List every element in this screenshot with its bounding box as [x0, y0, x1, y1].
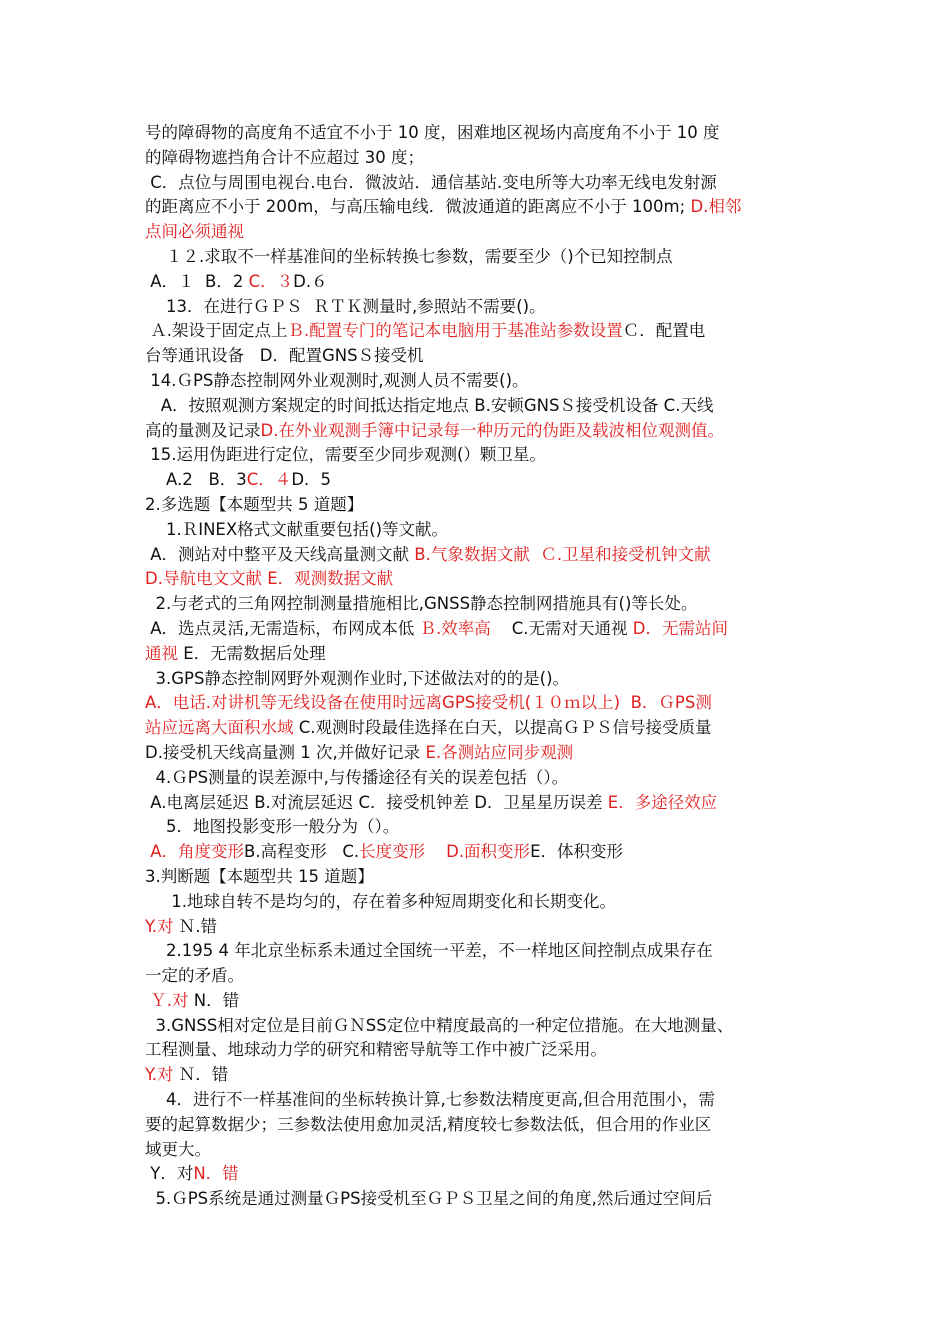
body-text: 14.ＧPS静态控制网外业观测时,观测人员不需要()。: [145, 370, 529, 390]
body-text: 5．地图投影变形一般分为（）。: [145, 817, 400, 837]
answer-text: 站应远离大面积水域: [145, 718, 294, 738]
text-line: [145, 1088, 825, 1113]
answer-text: B.气象数据文献 Ｃ.卫星和接受机钟文献: [414, 544, 711, 564]
text-line: [145, 691, 825, 716]
text-line: [145, 468, 825, 493]
body-text: A．测站对中整平及天线高量测文献: [145, 544, 415, 564]
answer-text: 长度变形: [359, 842, 426, 862]
answer-text: D．无需站间: [632, 618, 728, 638]
text-line: [145, 344, 825, 369]
answer-text: E.各测站应同步观测: [425, 742, 574, 762]
body-text: 3.判断题【本题型共 15 道题】: [145, 866, 374, 886]
text-line: [145, 195, 825, 220]
document-body: [145, 121, 825, 1212]
body-text: [425, 842, 446, 861]
text-line: [145, 791, 825, 816]
body-text: Y．对: [145, 1164, 194, 1184]
body-text: E．无需数据后处理: [178, 643, 326, 663]
text-line: [145, 642, 825, 667]
body-text: 要的起算数据少；三参数法使用愈加灵活,精度较七参数法低，但合用的作业区: [145, 1114, 712, 1134]
text-line: [145, 295, 825, 320]
body-text: A．１ B．2: [145, 271, 249, 291]
text-line: [145, 171, 825, 196]
body-text: 域更大。: [145, 1139, 211, 1159]
body-text: D.接受机天线高量测 1 次,并做好记录: [145, 742, 426, 762]
text-line: [145, 865, 825, 890]
answer-text: D.导航电文文献 E．观测数据文献: [145, 569, 394, 589]
text-line: [145, 121, 825, 146]
text-line: [145, 518, 825, 543]
text-line: [145, 939, 825, 964]
text-line: [145, 915, 825, 940]
text-line: [145, 592, 825, 617]
answer-text: E．多途径效应: [607, 792, 718, 812]
text-line: [145, 146, 825, 171]
answer-text: Y.对: [145, 1065, 174, 1085]
body-text: C．点位与周围电视台.电台．微波站．通信基站.变电所等大功率无线电发射源: [145, 172, 717, 192]
text-line: [145, 319, 825, 344]
body-text: 4．进行不一样基准间的坐标转换计算,七参数法精度更高,但合用范围小，需: [145, 1090, 715, 1110]
body-text: D．5: [291, 470, 332, 490]
body-text: C.无需对天通视: [490, 618, 633, 638]
body-text: 台等通讯设备 D．配置GNSＳ接受机: [145, 346, 424, 366]
answer-text: D.在外业观测手簿中记录每一种历元的伪距及载波相位观测值。: [260, 420, 724, 440]
answer-text: A．电话.对讲机等无线设备在使用时远离GPS接受机(１０ｍ以上) B．ＧPS测: [145, 693, 712, 713]
body-text: １２.求取不一样基准间的坐标转换七参数，需要至少（)个已知控制点: [145, 246, 673, 266]
answer-text: Ｂ.效率高: [419, 618, 491, 638]
answer-text: 通视: [145, 643, 178, 663]
body-text: A．按照观测方案规定的时间抵达指定地点 B.安顿GNSＳ接受机设备 C.天线: [145, 395, 714, 415]
text-line: [145, 1038, 825, 1063]
text-line: [145, 1138, 825, 1163]
text-line: [145, 220, 825, 245]
text-line: [145, 1113, 825, 1138]
body-text: Ａ.架设于固定点上: [145, 321, 288, 341]
body-text: 5.ＧPS系统是通过测量ＧPS接受机至ＧＰＳ卫星之间的角度,然后通过空间后: [145, 1189, 713, 1209]
text-line: [145, 394, 825, 419]
text-line: [145, 766, 825, 791]
body-text: 高的量测及记录: [145, 420, 261, 440]
body-text: A．选点灵活,无需造标，布网成本低: [145, 618, 420, 638]
answer-text: A．角度变形: [145, 842, 245, 862]
body-text: Ｎ.错: [173, 916, 217, 936]
body-text: 2.与老式的三角网控制测量措施相比,GNSS静态控制网措施具有()等长处。: [145, 594, 698, 614]
answer-text: D.相邻: [690, 197, 742, 217]
body-text: 2.多选题【本题型共 5 道题】: [145, 494, 364, 514]
body-text: 15.运用伪距进行定位，需要至少同步观测(）颗卫星。: [145, 445, 546, 465]
body-text: E．体积变形: [530, 842, 623, 862]
body-text: 13．在进行ＧＰＳ ＲＴＫ测量时,参照站不需要()。: [145, 296, 546, 316]
body-text: 1.ＲINEX格式文献重要包括()等文献。: [145, 519, 449, 539]
answer-text: Ｂ.配置专门的笔记本电脑用于基准站参数设置: [287, 321, 623, 341]
text-line: [145, 741, 825, 766]
body-text: 2.195 4 年北京坐标系未通过全国统一平差，不一样地区间控制点成果存在: [145, 941, 713, 961]
answer-text: Ｙ.对: [145, 990, 189, 1010]
text-line: [145, 493, 825, 518]
text-line: [145, 1187, 825, 1212]
answer-text: C．３: [248, 271, 294, 291]
text-line: [145, 716, 825, 741]
body-text: 一定的矛盾。: [145, 966, 244, 986]
text-line: [145, 840, 825, 865]
text-line: [145, 890, 825, 915]
body-text: 号的障碍物的高度角不适宜不小于 10 度，困难地区视场内高度角不小于 10 度: [145, 123, 720, 142]
text-line: [145, 1014, 825, 1039]
answer-text: Y.对: [145, 916, 174, 936]
text-line: [145, 815, 825, 840]
body-text: A.2 B．3: [145, 470, 247, 490]
text-line: [145, 270, 825, 295]
text-line: [145, 617, 825, 642]
text-line: [145, 419, 825, 444]
body-text: N．错: [188, 990, 240, 1010]
body-text: 的距离应不小于 200m，与高压输电线．微波通道的距离应不小于 100m;: [145, 197, 691, 217]
body-text: C.观测时段最佳选择在白天，以提高ＧＰＳ信号接受质量: [293, 718, 712, 738]
text-line: [145, 443, 825, 468]
text-line: [145, 543, 825, 568]
body-text: A.电离层延迟 B.对流层延迟 C．接受机钟差 D．卫星星历误差: [145, 792, 608, 812]
text-line: [145, 1162, 825, 1187]
body-text: 1.地球自转不是均匀的，存在着多种短周期变化和长期变化。: [145, 891, 616, 911]
body-text: Ｃ．配置电: [622, 321, 706, 341]
answer-text: D.面积变形: [446, 842, 531, 862]
body-text: 4.ＧPS测量的误差源中,与传播途径有关的误差包括（）。: [145, 767, 569, 787]
body-text: 3.GPS静态控制网野外观测作业时,下述做法对的的是()。: [145, 668, 570, 688]
answer-text: N．错: [193, 1164, 239, 1184]
text-line: [145, 245, 825, 270]
answer-text: C．４: [246, 470, 292, 490]
body-text: 的障碍物遮挡角合计不应超过 30 度；: [145, 147, 424, 167]
body-text: B.高程变形 C.: [244, 842, 360, 862]
text-line: [145, 1063, 825, 1088]
text-line: [145, 567, 825, 592]
text-line: [145, 369, 825, 394]
answer-text: 点间必须通视: [145, 222, 244, 242]
text-line: [145, 989, 825, 1014]
body-text: Ｎ．错: [173, 1065, 229, 1085]
text-line: [145, 667, 825, 692]
body-text: D.６: [293, 271, 328, 291]
text-line: [145, 964, 825, 989]
body-text: 3.GNSS相对定位是目前ＧＮSS定位中精度最高的一种定位措施。在大地测量、: [145, 1015, 734, 1035]
body-text: 工程测量、地球动力学的研究和精密导航等工作中被广泛采用。: [145, 1040, 607, 1060]
